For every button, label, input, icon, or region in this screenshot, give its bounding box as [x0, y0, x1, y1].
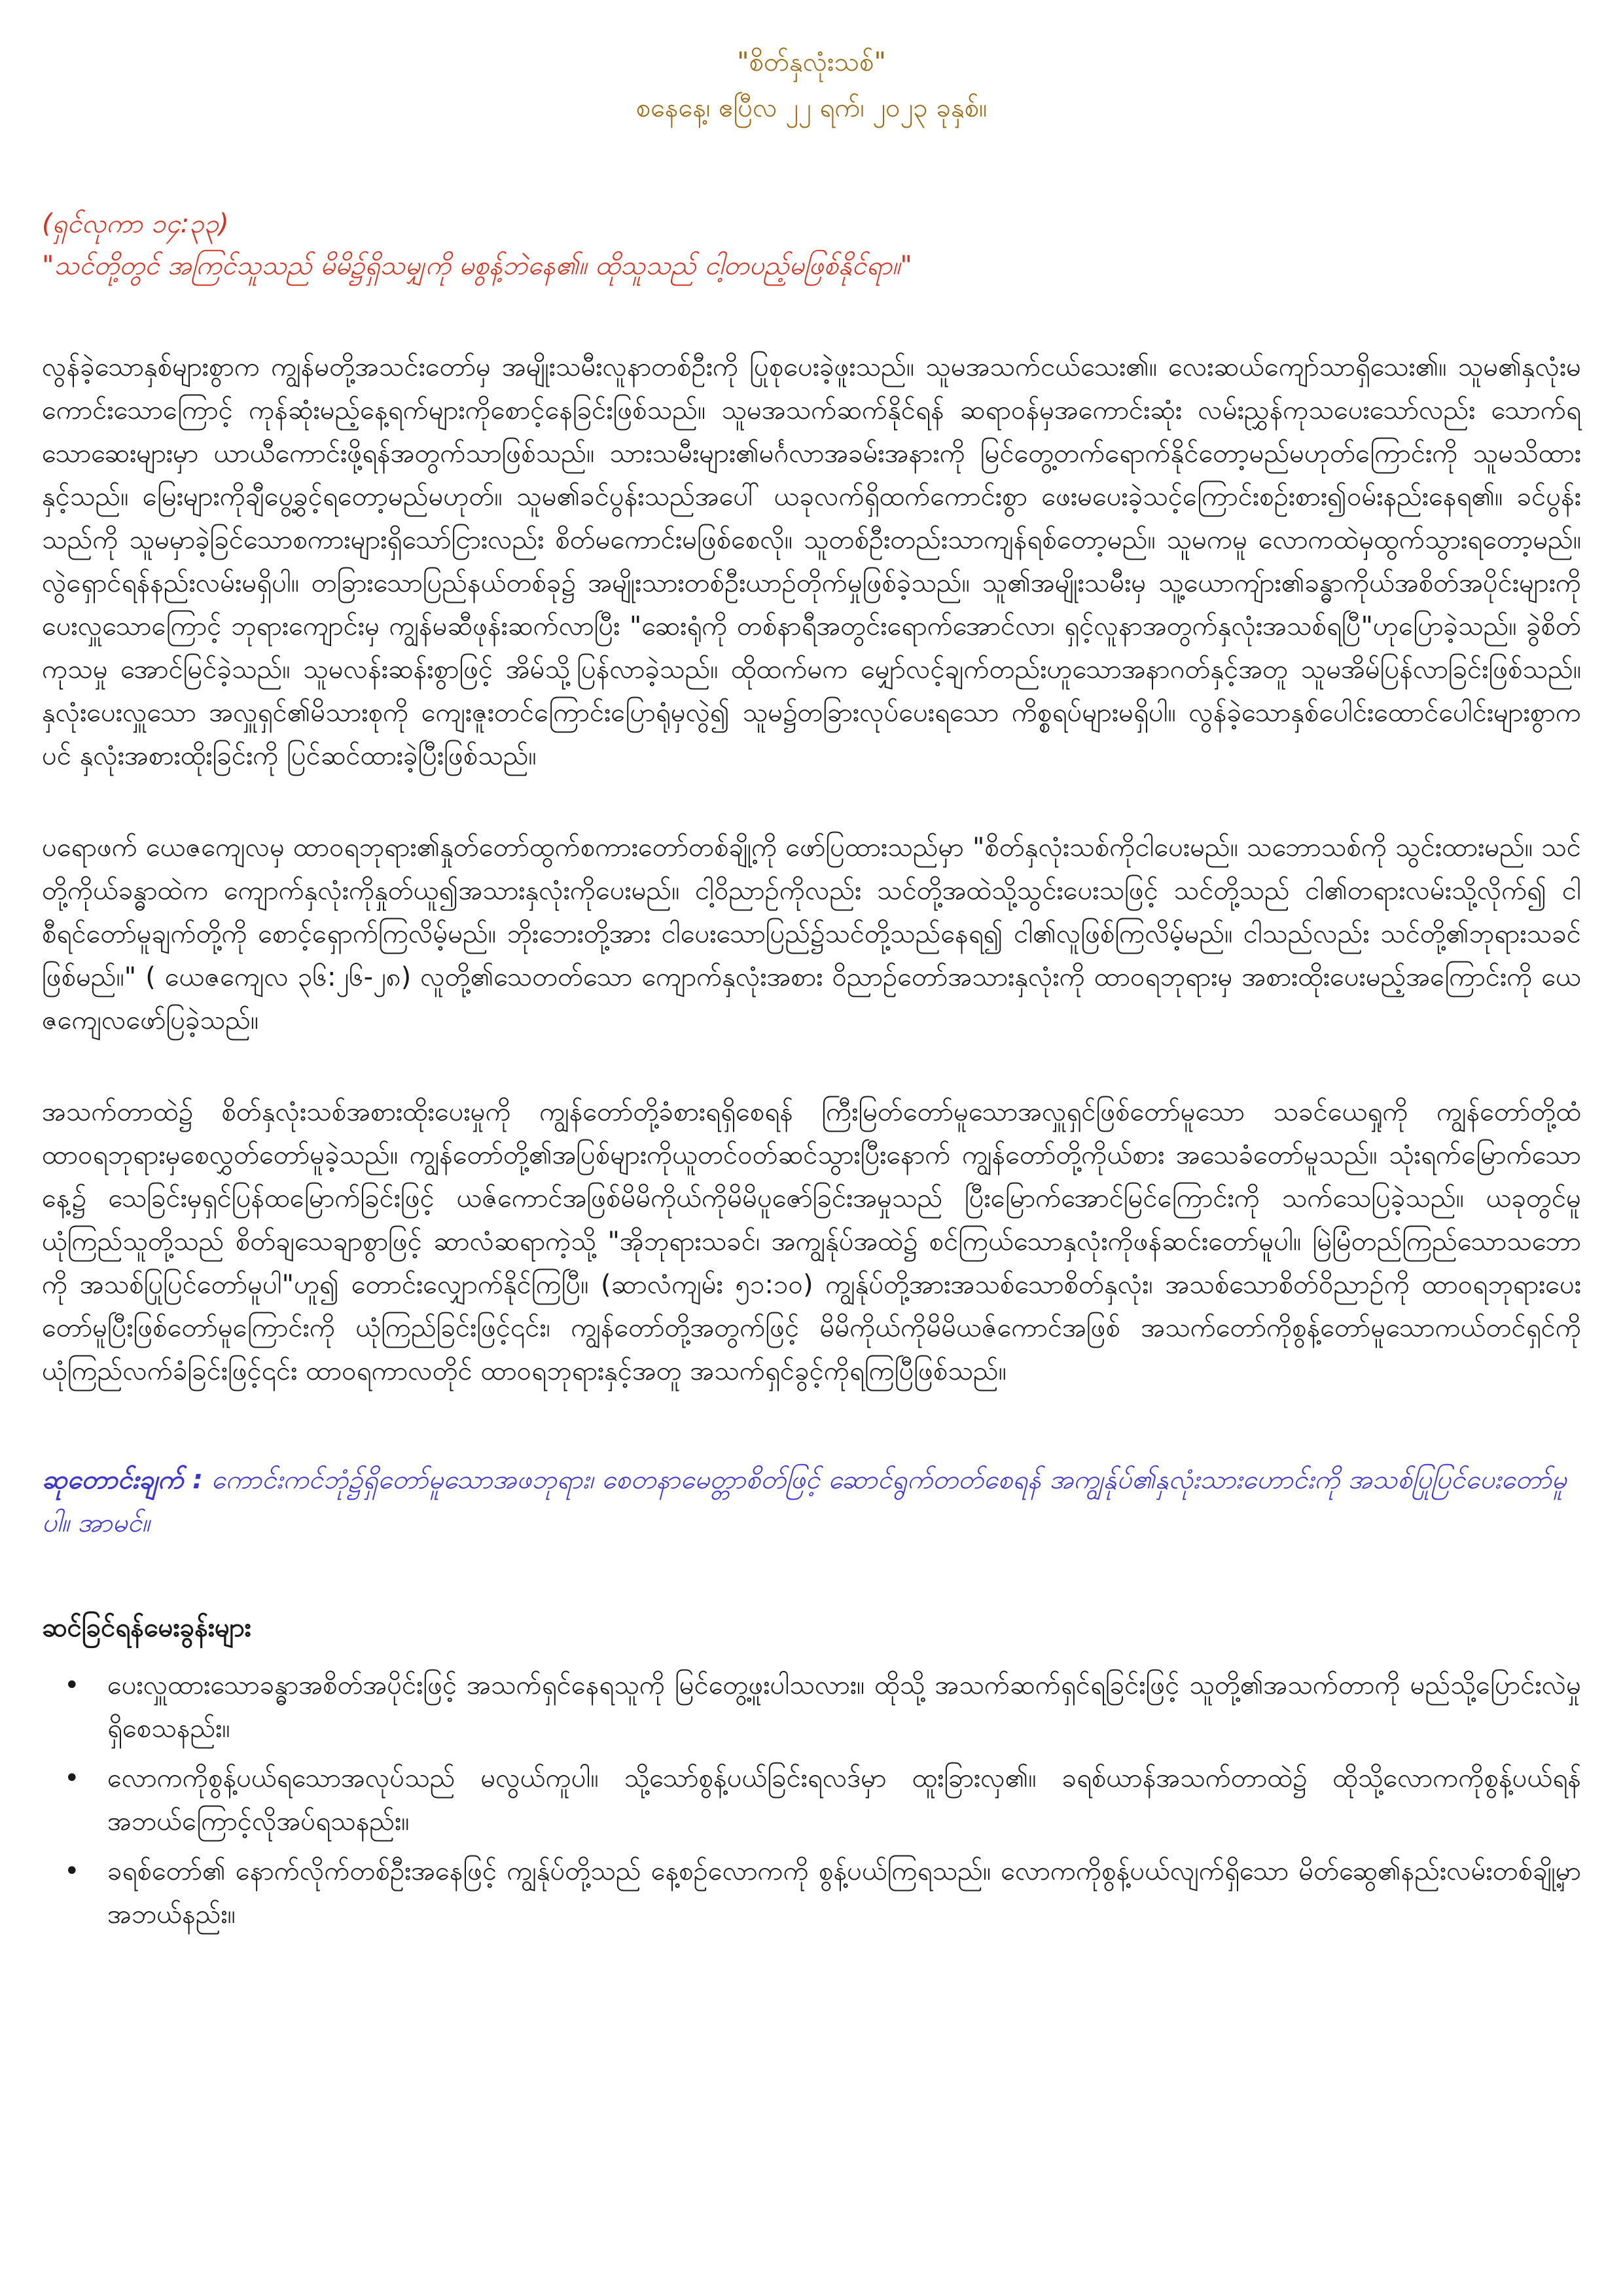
body-paragraph-2: ပရောဖက် ယေဇကျေလမှ ထာဝရဘုရား၏နှုတ်တော်ထွက်စကားတော်တစ်ချို့ကို ဖော်ပြထားသည်မှာ "စိတ်နှလုံးသစ်ကိုငါပေးမည်။ သဘောသစ်ကို သွင်းထားမည်။ သင်တို့ကိုယ်ခန္ဓာထဲက ကျောက်နှလုံးကိုနှုတ်ယူ၍အသားနှလုံးကိုပေးမည်။ ငါ့ဝိညာဉ်ကိုလည်း သင်တို့အထဲသို့သွင်းပေးသဖြင့် သင်တို့သည် ငါ၏တရားလမ်းသို့လိုက်၍ ငါစီရင်တော်မူချက်တို့ကို စောင့်ရှောက်ကြလိမ့်မည်။ ဘိုးဘေးတို့အား ငါပေးသောပြည်၌သင်တို့သည်နေရ၍ ငါ၏လူဖြစ်ကြလိမ့်မည်။ ငါသည်လည်း သင်တို့၏ဘုရားသခင်ဖြစ်မည်။" ( ယေဇကျေလ ၃၆:၂၆-၂၈) လူတို့၏သေတတ်သော ကျောက်နှလုံးအစား ဝိညာဉ်တော်အသားနှလုံးကို ထာဝရဘုရားမှ အစားထိုးပေးမည့်အကြောင်းကို ယေဇကျေလဖော်ပြခဲ့သည်။ [42, 833, 1581, 1035]
page-title: "စိတ်နှလုံးသစ်" [737, 47, 886, 77]
questions-title: ဆင်ခြင်ရန်မေးခွန်းများ [42, 1613, 251, 1643]
prayer-label: ဆုတောင်းချက် : [42, 1465, 204, 1495]
prayer-text: ကောင်းကင်ဘုံ၌ရှိတော်မူသောအဖဘုရား၊ စေတနာမေတ္တာစိတ်ဖြင့် ဆောင်ရွက်တတ်စေရန် အကျွန်ုပ်၏နှလုံးသားဟောင်းကို အသစ်ပြုပြင်ပေးတော်မူပါ။ အာမင်။ [42, 1465, 1567, 1538]
bullet-icon: • [64, 1763, 80, 1793]
questions-list [42, 1664, 1581, 1936]
question-text: ခရစ်တော်၏ နောက်လိုက်တစ်ဦးအနေဖြင့် ကျွန်ုပ်တို့သည် နေ့စဉ်လောကကို စွန့်ပယ်ကြရသည်။ လောကကိုစွန့်ပယ်လျက်ရှိသော မိတ်ဆွေ၏နည်းလမ်းတစ်ချို့မှာအဘယ်နည်း။ [107, 1856, 1581, 1929]
question-text: ပေးလှူထားသောခန္ဓာအစိတ်အပိုင်းဖြင့် အသက်ရှင်နေရသူကို မြင်တွေ့ဖူးပါသလား။ ထိုသို့ အသက်ဆက်ရှင်ရခြင်းဖြင့် သူတို့၏အသက်တာကို မည်သို့ပြောင်းလဲမှုရှိစေသနည်း။ [107, 1670, 1581, 1744]
verse-reference: (ရှင်လုကာ ၁၄:၃၃) [42, 209, 229, 239]
header [42, 39, 1581, 131]
bullet-icon: • [64, 1670, 80, 1700]
question-item [64, 1664, 1581, 1750]
scripture-verse [42, 203, 1581, 287]
verse-text: "သင်တို့တွင် အကြင်သူသည် မိမိ၌ရှိသမျှကို မစွန့်ဘဲနေ၏။ ထိုသူသည် ငါ့တပည့်မဖြစ်နိုင်ရာ။" [42, 251, 912, 281]
bullet-icon: • [64, 1856, 80, 1886]
prayer-section [42, 1458, 1581, 1545]
question-item [64, 1850, 1581, 1936]
body-paragraph-3: အသက်တာထဲ၌ စိတ်နှလုံးသစ်အစားထိုးပေးမှုကို ကျွန်တော်တို့ခံစားရရှိစေရန် ကြီးမြတ်တော်မူသောအလှူရှင်ဖြစ်တော်မူသော သခင်ယေရှုကို ကျွန်တော်တို့ထံ ထာဝရဘုရားမှစေလွှတ်တော်မူခဲ့သည်။ ကျွန်တော်တို့၏အပြစ်များကိုယူတင်ဝတ်ဆင်သွားပြီးနောက် ကျွန်တော်တို့ကိုယ်စား အသေခံတော်မူသည်။ သုံးရက်မြောက်သောနေ့၌ သေခြင်းမှရှင်ပြန်ထမြောက်ခြင်းဖြင့် ယဇ်ကောင်အဖြစ်မိမိကိုယ်ကိုမိမိပူဇော်ခြင်းအမှုသည် ပြီးမြောက်အောင်မြင်ကြောင်းကို သက်သေပြခဲ့သည်။ ယခုတွင်မူ ယုံကြည်သူတို့သည် စိတ်ချသေချာစွာဖြင့် ဆာလံဆရာကဲ့သို့ "အိုဘုရားသခင်၊ အကျွန်ုပ်အထဲ၌ စင်ကြယ်သောနှလုံးကိုဖန်ဆင်းတော်မူပါ။ မြဲမြံတည်ကြည်သောသဘောကို အသစ်ပြုပြင်တော်မူပါ"ဟူ၍ တောင်းလျှောက်နိုင်ကြပြီ။ (ဆာလံကျမ်း ၅၁:၁၀) ကျွန်ုပ်တို့အားအသစ်သောစိတ်နှလုံး၊ အသစ်သောစိတ်ဝိညာဉ်ကို ထာဝရဘုရားပေးတော်မူပြီးဖြစ်တော်မူကြောင်းကို ယုံကြည်ခြင်းဖြင့်၎င်း၊ ကျွန်တော်တို့အတွက်ဖြင့် မိမိကိုယ်ကိုမိမိယဇ်ကောင်အဖြစ် အသက်တော်ကိုစွန့်တော်မူသောကယ်တင်ရှင်ကို ယုံကြည်လက်ခံခြင်းဖြင့်၎င်း ထာဝရကာလတိုင် ထာဝရဘုရားနှင့်အတူ အသက်ရှင်ခွင့်ကိုရကြပြီဖြစ်သည်။ [42, 1097, 1581, 1386]
page-date: စနေနေ့၊ ဧပြီလ ၂၂ ရက်၊ ၂၀၂၃ ခုနှစ်။ [635, 93, 988, 123]
question-item [64, 1757, 1581, 1843]
body-paragraph-1: လွန်ခဲ့သောနှစ်များစွာက ကျွန်မတို့အသင်းတော်မှ အမျိုးသမီးလူနာတစ်ဦးကို ပြုစုပေးခဲ့ဖူးသည်။ သူမအသက်ငယ်သေး၏။ လေးဆယ်ကျော်သာရှိသေး၏။ သူမ၏နှလုံးမကောင်းသောကြောင့် ကုန်ဆုံးမည့်နေ့ရက်များကိုစောင့်နေခြင်းဖြစ်သည်။ သူမအသက်ဆက်နိုင်ရန် ဆရာဝန်မှအကောင်းဆုံး လမ်းညွှန်ကုသပေးသော်လည်း သောက်ရသောဆေးများမှာ ယာယီကောင်းဖို့ရန်အတွက်သာဖြစ်သည်။ သားသမီးများ၏မင်္ဂလာအခမ်းအနားကို မြင်တွေ့တက်ရောက်နိုင်တော့မည်မဟုတ်ကြောင်းကို သူမသိထားနှင့်သည်။ မြေးများကိုချီပွေ့ခွင့်ရတော့မည်မဟုတ်။ သူမ၏ခင်ပွန်းသည်အပေါ် ယခုလက်ရှိထက်ကောင်းစွာ ဖေးမပေးခဲ့သင့်ကြောင်းစဉ်းစား၍ဝမ်းနည်းနေရ၏။ ခင်ပွန်းသည်ကို သူမမှာခဲ့ခြင်သောစကားများရှိသော်ငြားလည်း စိတ်မကောင်းမဖြစ်စေလို။ သူတစ်ဦးတည်းသာကျန်ရစ်တော့မည်။ သူမကမူ လောကထဲမှထွက်သွားရတော့မည်။ လွဲရှောင်ရန်နည်းလမ်းမရှိပါ။ တခြားသောပြည်နယ်တစ်ခု၌ အမျိုးသားတစ်ဦးယာဉ်တိုက်မှုဖြစ်ခဲ့သည်။ သူ၏အမျိုးသမီးမှ သူ့ယောကျ်ား၏ခန္ဓာကိုယ်အစိတ်အပိုင်းများကို ပေးလှူသောကြောင့် ဘုရားကျောင်းမှ ကျွန်မဆီဖုန်းဆက်လာပြီး "ဆေးရုံကို တစ်နာရီအတွင်းရောက်အောင်လာ၊ ရှင့်လူနာအတွက်နှလုံးအသစ်ရပြီ"ဟုပြောခဲ့သည်။ ခွဲစိတ်ကုသမှု အောင်မြင်ခဲ့သည်။ သူမလန်းဆန်းစွာဖြင့် အိမ်သို့ပြန်လာခဲ့သည်။ ထိုထက်မက မျှော်လင့်ချက်တည်းဟူသောအနာဂတ်နှင့်အတူ သူမအိမ်ပြန်လာခြင်းဖြစ်သည်။ နှလုံးပေးလှူသော အလှူရှင်၏မိသားစုကို ကျေးဇူးတင်ကြောင်းပြောရုံမှလွဲ၍ သူမ၌တခြားလုပ်ပေးရသော ကိစ္စရပ်များမရှိပါ။ လွန်ခဲ့သောနှစ်ပေါင်းထောင်ပေါင်းများစွာကပင် နှလုံးအစားထိုးခြင်းကို ပြင်ဆင်ထားခဲ့ပြီးဖြစ်သည်။ [42, 352, 1581, 771]
question-text: လောကကိုစွန့်ပယ်ရသောအလုပ်သည် မလွယ်ကူပါ။ သို့သော်စွန့်ပယ်ခြင်းရလဒ်မှာ ထူးခြားလှ၏။ ခရစ်ယာန်အသက်တာထဲ၌ ထိုသို့လောကကိုစွန့်ပယ်ရန် အဘယ်ကြောင့်လိုအပ်ရသနည်း။ [107, 1763, 1581, 1837]
